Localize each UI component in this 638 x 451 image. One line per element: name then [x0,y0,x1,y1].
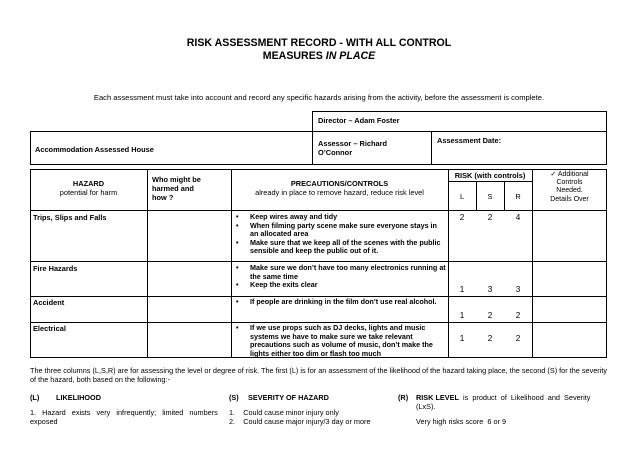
risk-level-header: R [515,192,521,201]
hazard-cell: Accident [33,298,65,307]
header-rule [431,131,432,164]
severity-item: 2. Could cause major injury/3 day or more [229,417,371,426]
likelihood-heading: LIKELIHOOD [56,393,101,402]
severity-value: 2 [487,334,493,343]
additional-controls-header: ✓ Additional Controls Needed. Details Over [550,171,589,203]
table-rule [606,169,607,358]
header-rule [30,131,607,132]
hazard-column-header: HAZARD potential for harm [59,179,118,197]
table-rule [448,181,532,182]
header-rule [312,111,607,112]
list-item: • If people are drinking in the film don’t use real alcohol. [232,298,446,307]
hazard-cell: Electrical [33,324,66,333]
document-title [0,37,638,63]
precautions-cell [232,324,446,358]
precautions-cell [232,213,446,256]
risk-value: 3 [515,285,521,294]
risk-value: 2 [515,334,521,343]
list-item: • Keep wires away and tidy [232,213,446,222]
risk-value: 2 [515,311,521,320]
check-icon: ✓ [550,171,557,178]
header-rule [606,111,607,164]
title-line-2: MEASURES IN PLACE [262,50,376,62]
header-rule [30,164,607,165]
list-item: • If we use props such as DJ decks, lights and music systems we have to make sure we take relevant precautions such as volume of music, don’t make the lights either too dim or flash too much [232,324,446,358]
table-rule [30,210,607,211]
header-rule [30,131,31,164]
likelihood-value: 1 [459,285,465,294]
list-item: • Keep the exits clear [232,281,446,290]
table-rule [30,169,607,170]
hazard-cell: Trips, Slips and Falls [33,213,107,222]
director-label: Director – Adam Foster [318,116,400,125]
likelihood-value: 1 [459,311,465,320]
severity-value: 3 [487,285,493,294]
accommodation-label: Accommodation Assessed House [35,145,154,154]
risk-level-key: (R) [398,393,409,402]
risk-level-heading: RISK LEVEL is product of Likelihood and Severity [416,393,591,402]
risk-level-formula: (LxS). [416,402,436,411]
severity-header: S [487,192,493,201]
table-rule [30,261,607,262]
risk-value: 4 [515,213,521,222]
severity-key: (S) [229,393,239,402]
likelihood-key: (L) [30,393,40,402]
likelihood-item: 1. Hazard exists very infrequently; limited numbers [30,408,218,417]
likelihood-item-cont: exposed [30,417,58,426]
list-item: • Make sure we don’t have too many electronics running at the same time [232,264,446,281]
severity-heading: SEVERITY OF HAZARD [248,393,329,402]
header-rule [312,111,313,131]
intro-text: Each assessment must take into account and record any specific hazards arising from the activity, before the assessment is complete. [93,93,545,102]
precautions-column-header: PRECAUTIONS/CONTROLS already in place to remove hazard, reduce risk level [255,179,424,197]
list-item: • Make sure that we keep all of the scenes with the public sensible and keep the public out of it. [232,239,446,256]
precautions-cell [232,298,446,307]
list-item: • When filming party scene make sure everyone stays in an allocated area [232,222,446,239]
header-rule [312,131,313,164]
title-italic-part: IN PLACE [325,50,376,62]
likelihood-value: 2 [459,213,465,222]
severity-value: 2 [487,213,493,222]
severity-item: 1. Could cause minor injury only [229,408,339,417]
assessor-label: Assessor – Richard O’Connor [318,139,388,157]
table-rule [30,169,31,358]
risk-level-note: Very high risks score 6 or 9 [416,417,507,426]
title-line-1: RISK ASSESSMENT RECORD - WITH ALL CONTROL [186,37,452,49]
table-rule [147,169,148,358]
hazard-cell: Fire Hazards [33,264,78,273]
footer-explanation: The three columns (L,S,R) are for assessing the level or degree of risk. The first (L) is for an assessment of the likelihood of the hazard taking place, the second (S) for the severity of the hazard, both based on the following:- [30,366,607,384]
severity-value: 2 [487,311,493,320]
assessment-date-label: Assessment Date: [437,136,502,145]
precautions-cell [232,264,446,290]
likelihood-header: L [459,192,465,201]
risk-column-header: RISK (with controls) [454,171,526,180]
likelihood-value: 1 [459,334,465,343]
who-column-header: Who might be harmed and how ? [152,175,201,202]
